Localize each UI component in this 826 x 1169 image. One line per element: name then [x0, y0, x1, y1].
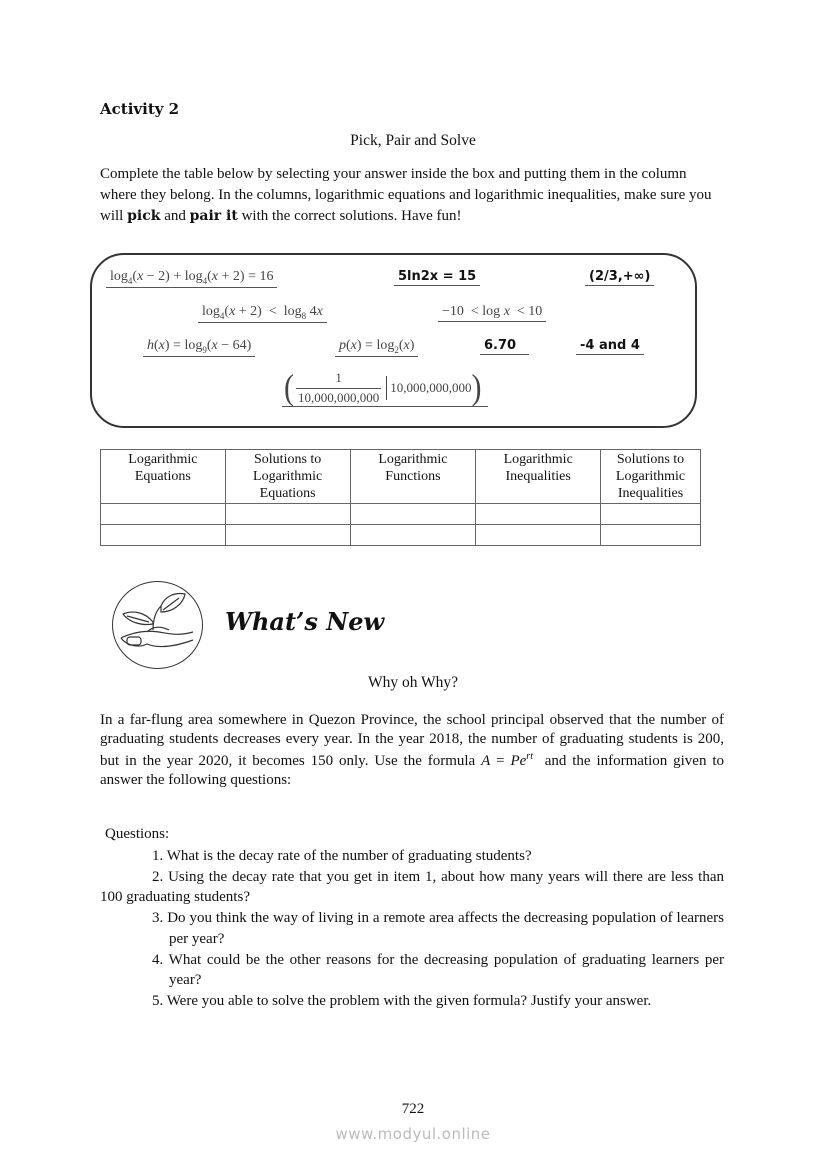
choice-interval-fraction: ( 1 10,000,000,000 10,000,000,000 ): [282, 370, 488, 407]
table-cell[interactable]: [601, 525, 701, 546]
question-item: 3. Do you think the way of living in a remote area affects the decreasing population of learners per year?: [152, 910, 724, 947]
table-cell[interactable]: [225, 525, 350, 546]
header-solutions-inequalities: Solutions to Logarithmic Inequalities: [601, 450, 701, 504]
table-cell[interactable]: [350, 525, 476, 546]
table-row: [101, 504, 701, 525]
choice-value-6-70: 6.70: [480, 338, 529, 355]
whats-new-heading: What’s New: [225, 607, 385, 636]
table-row: [101, 525, 701, 546]
table-cell[interactable]: [101, 525, 226, 546]
table-cell[interactable]: [350, 504, 476, 525]
choice-5ln2x-equation: 5ln2x = 15: [394, 269, 480, 286]
choice-compound-log-inequality: −10 < log x < 10: [438, 304, 546, 322]
table-cell[interactable]: [101, 504, 226, 525]
table-cell[interactable]: [476, 504, 601, 525]
header-logarithmic-functions: Logarithmic Functions: [350, 450, 476, 504]
activity-instructions: Complete the table below by selecting your answer inside the box and putting them in the column where they belong. In the columns, logarithmic equations and logarithmic inequalities, make sure you will pick and pair it with the correct solutions. Have fun!: [100, 166, 712, 224]
answer-table: [100, 449, 701, 546]
watermark: www.modyul.online: [335, 1125, 491, 1143]
choice-log-inequality-base4-base8: $\log_4(x + 2) < \log_8 4x$: [198, 304, 327, 323]
choice-neg4-and-4: -4 and 4: [576, 338, 644, 355]
formula: A: [481, 753, 491, 769]
table-cell[interactable]: [476, 525, 601, 546]
question-item: 4. What could be the other reasons for the decreasing population of graduating learners per year?: [152, 951, 724, 989]
choice-log-equation-sum: $\log_4(x - 2) + \log_4(x + 2) = 16$: [106, 269, 277, 288]
question-item: 2. Using the decay rate that you get in item 1, about how many years will there are less than 100 graduating students?: [100, 868, 724, 906]
question-item: 5. Were you able to solve the problem with the given formula? Justify your answer.: [152, 992, 652, 1009]
choice-interval-2-3-infinity: (2/3,+∞): [585, 269, 654, 286]
header-logarithmic-equations: Logarithmic Equations: [101, 450, 226, 504]
choice-function-h: $h(x) = \log_9(x - 64)$: [143, 338, 255, 357]
table-header-row: [101, 450, 701, 504]
page-number: 722: [401, 1101, 425, 1117]
question-item: 1. What is the decay rate of the number of graduating students?: [152, 848, 532, 864]
activity-label: Activity 2: [100, 100, 180, 118]
questions-heading: Questions:: [105, 826, 170, 842]
bold-pick: pick: [127, 208, 161, 224]
choice-function-p: $p(x) = \log_2(x)$: [335, 338, 418, 357]
table-cell[interactable]: [225, 504, 350, 525]
story-paragraph: In a far-flung area somewhere in Quezon Province, the school principal observed that the number of graduating students decreases every year. In the year 2018, the number of graduating students is 200, but in the year 2020, it becomes 150 only. Use the formula $A = Pe^{rt}$ and the information given to answer the following questions:: [100, 712, 724, 788]
header-logarithmic-inequalities: Logarithmic Inequalities: [476, 450, 601, 504]
table-cell[interactable]: [601, 504, 701, 525]
section-title: Why oh Why?: [367, 674, 459, 691]
header-solutions-equations: Solutions to Logarithmic Equations: [225, 450, 350, 504]
questions-list: [100, 846, 724, 1012]
hand-holding-seedling-icon: [112, 581, 203, 669]
activity-title: Pick, Pair and Solve: [350, 132, 476, 149]
bold-pair-it: pair it: [189, 208, 238, 224]
